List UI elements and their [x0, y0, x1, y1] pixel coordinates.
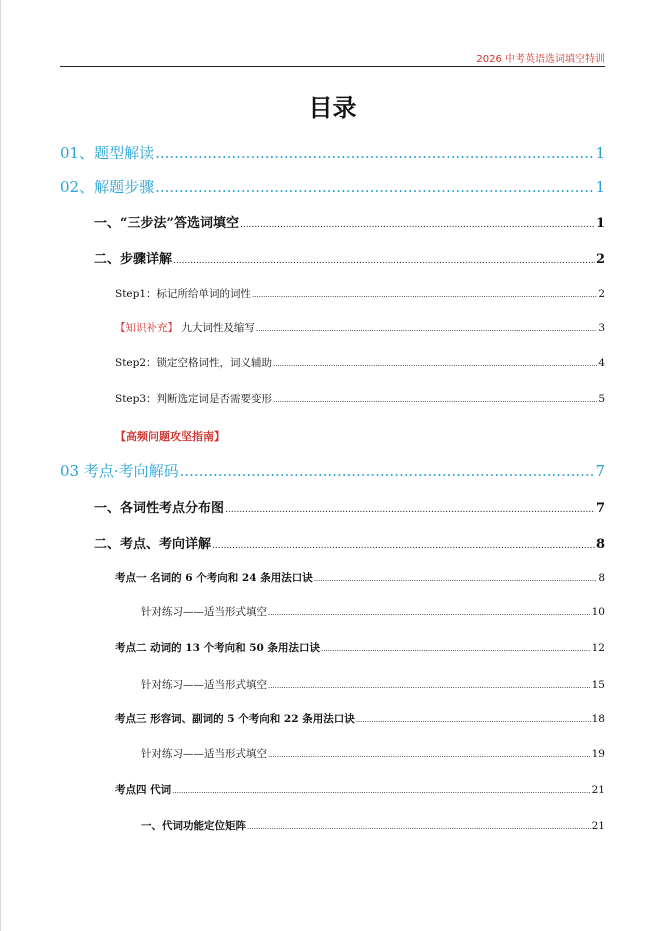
- dot-leader: [268, 679, 591, 691]
- dot-leader: [356, 713, 591, 725]
- toc-page-number: 8: [598, 572, 605, 584]
- toc-entry-point-2[interactable]: [115, 640, 605, 655]
- dot-leader: [155, 178, 594, 196]
- toc-label: 一、各词性考点分布图: [94, 501, 225, 516]
- toc-page-number: 7: [595, 462, 605, 480]
- toc-page-number: 5: [598, 393, 605, 405]
- toc-page-number: 1: [595, 144, 605, 162]
- toc-page-number: 21: [591, 784, 605, 796]
- toc-entry-faq-guide[interactable]: 【高频问题攻坚指南】: [115, 430, 225, 443]
- toc-page-number: 2: [598, 288, 605, 300]
- toc-entry-02[interactable]: [60, 176, 605, 197]
- dot-leader: [172, 784, 590, 796]
- toc-label-group: [115, 320, 255, 335]
- toc-label: 二、步骤详解: [94, 252, 173, 267]
- toc-label: 考点二 动词的 13 个考向和 50 条用法口诀: [115, 642, 321, 654]
- toc-label: 考点一 名词的 6 个考向和 24 条用法口诀: [115, 572, 313, 584]
- toc-entry-point-3[interactable]: [115, 711, 605, 726]
- toc-label: Step1：标记所给单词的词性: [115, 288, 252, 300]
- toc-page-number: 15: [591, 679, 605, 691]
- dot-leader: [273, 357, 597, 369]
- toc-label: 针对练习——适当形式填空: [141, 606, 267, 618]
- toc-entry-practice-2[interactable]: [141, 677, 605, 692]
- toc-entry-pronoun-matrix[interactable]: [141, 818, 605, 833]
- page-title: 目录: [308, 94, 357, 122]
- toc-entry-three-steps[interactable]: [94, 212, 605, 231]
- toc-entry-practice-1[interactable]: [141, 604, 605, 619]
- toc-entry-point-4[interactable]: [115, 782, 605, 797]
- toc-page-number: 10: [591, 606, 605, 618]
- dot-leader: [273, 393, 597, 405]
- toc-label: 考点三 形容词、副词的 5 个考向和 22 条用法口诀: [115, 713, 355, 725]
- dot-leader: [155, 144, 594, 162]
- toc-label: 九大词性及缩写: [178, 322, 255, 334]
- toc-entry-03[interactable]: [60, 460, 605, 481]
- toc-page-number: 1: [595, 216, 605, 231]
- page-edge: [0, 0, 1, 931]
- dot-leader: [268, 748, 591, 760]
- toc-page-number: 2: [595, 252, 605, 267]
- toc-tag: 【知识补充】: [115, 322, 178, 334]
- toc-label: 02、解题步骤: [60, 178, 155, 196]
- toc-entry-point-1[interactable]: [115, 570, 605, 585]
- toc-page-number: 19: [591, 748, 605, 760]
- dot-leader: [173, 252, 595, 267]
- dot-leader: [256, 322, 597, 334]
- toc-label: 01、题型解读: [60, 144, 155, 162]
- dot-leader: [180, 462, 595, 480]
- running-header: 2026 中考英语选词填空特训: [476, 54, 605, 65]
- toc-entry-step3[interactable]: [115, 391, 605, 406]
- toc-entry-distribution-map[interactable]: [94, 497, 605, 516]
- toc-label: 一、“三步法”答选词填空: [94, 216, 239, 231]
- toc-page-number: 21: [591, 820, 605, 832]
- dot-leader: [247, 820, 591, 832]
- toc-page-number: 18: [591, 713, 605, 725]
- toc-page-number: 1: [595, 178, 605, 196]
- dot-leader: [252, 288, 597, 300]
- header-rule: [60, 66, 605, 67]
- dot-leader: [225, 501, 595, 516]
- toc-label: 一、代词功能定位矩阵: [141, 820, 246, 832]
- toc-entry-exam-point-details[interactable]: [94, 533, 605, 552]
- dot-leader: [212, 537, 595, 552]
- toc-page-number: 4: [598, 357, 605, 369]
- dot-leader: [268, 606, 591, 618]
- toc-entry-step-details[interactable]: [94, 248, 605, 267]
- toc-entry-knowledge-supplement[interactable]: [115, 320, 605, 335]
- dot-leader: [240, 216, 595, 231]
- toc-entry-01[interactable]: [60, 142, 605, 163]
- toc-label: 针对练习——适当形式填空: [141, 748, 267, 760]
- dot-leader: [321, 642, 591, 654]
- toc-label: 针对练习——适当形式填空: [141, 679, 267, 691]
- toc-label: 二、考点、考向详解: [94, 537, 212, 552]
- toc-entry-step2[interactable]: [115, 355, 605, 370]
- toc-page-number: 7: [595, 501, 605, 516]
- toc-label: Step2：锁定空格词性，词义辅助: [115, 357, 273, 369]
- toc-label: Step3：判断选定词是否需要变形: [115, 393, 273, 405]
- toc-page-number: 8: [595, 537, 605, 552]
- toc-entry-step1[interactable]: [115, 286, 605, 301]
- toc-label: 03 考点·考向解码: [60, 462, 179, 480]
- toc-page-number: 12: [591, 642, 605, 654]
- toc-page-number: 3: [598, 322, 605, 334]
- toc-label: 考点四 代词: [115, 784, 172, 796]
- dot-leader: [314, 572, 598, 584]
- toc-entry-practice-3[interactable]: [141, 746, 605, 761]
